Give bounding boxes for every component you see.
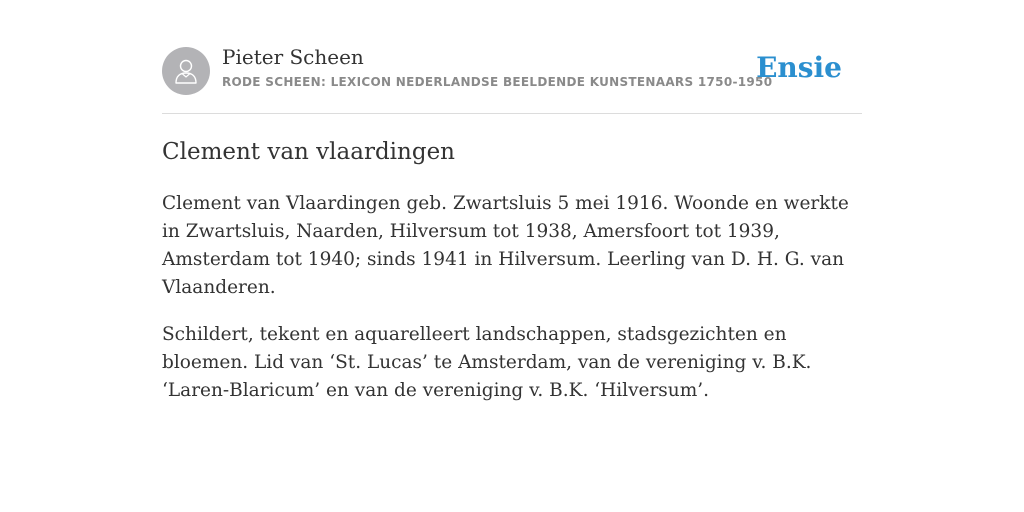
paragraph: Schildert, tekent en aquarelleert landschappen, stadsgezichten en bloemen. Lid van ‘St. Lucas’ te Amsterdam, van de vereniging v. B.K. ‘Laren-Blaricum’ en van de vereniging v. B.K. ‘Hilversum’. <box>162 324 812 401</box>
source-title[interactable]: RODE SCHEEN: LEXICON NEDERLANDSE BEELDENDE KUNSTENAARS 1750-1950 <box>222 75 773 89</box>
entry-header <box>162 0 862 114</box>
author-avatar[interactable] <box>162 47 210 95</box>
user-silhouette-icon <box>172 57 200 85</box>
ensie-logo[interactable]: Ensie <box>756 51 842 84</box>
entry-card <box>162 0 862 401</box>
entry-body <box>162 190 862 424</box>
entry-title: Clement van vlaardingen <box>162 139 455 165</box>
author-name[interactable]: Pieter Scheen <box>222 45 364 69</box>
paragraph: Clement van Vlaardingen geb. Zwartsluis 5 mei 1916. Woonde en werkte in Zwartsluis, Naarden, Hilversum tot 1938, Amersfoort tot 1939, Amsterdam tot 1940; sinds 1941 in Hilversum. Leerling van D. H. G. van Vlaanderen. <box>162 193 849 298</box>
